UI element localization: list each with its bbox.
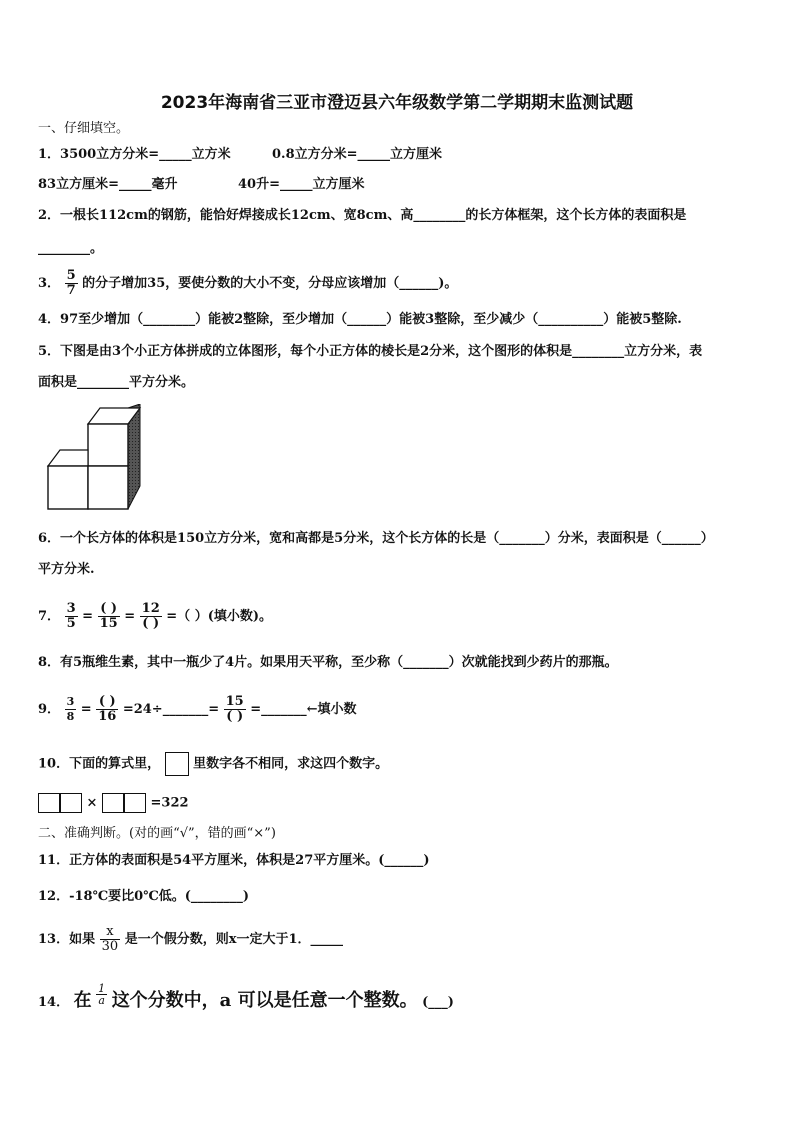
digit-box-1[interactable] [38,793,60,813]
q9-tail: =_______←填小数 [250,702,357,717]
q7-tail: =（ ）(填小数)。 [166,609,273,624]
q9 [38,690,357,730]
q10-legend-box [165,752,189,776]
q9-f2-den: 16 [98,709,117,724]
q3-number: 3． [38,276,61,291]
q13-prefix: 13．如果 [38,932,96,947]
q14-before: 在 [73,990,92,1011]
q7-eq-2: = [124,609,136,624]
cube-lower-right [88,466,128,509]
cube-upper [88,424,128,466]
q10-equation [38,793,189,813]
q10-result: =322 [150,795,189,811]
q5-line1: 5．下图是由3个小正方体拼成的立体图形，每个小正方体的棱长是2分米，这个图形的体积是________立方分米，表 [38,344,703,359]
q10-after: 里数字各不相同，求这四个数字。 [193,756,389,772]
q1-part-a: 1．3500立方分米=_____立方米 [38,147,231,162]
q3-text: 的分子增加35，要使分数的大小不变，分母应该增加（______)。 [82,276,458,291]
q9-fraction-1 [65,695,77,724]
q6-line2: 平方分米. [38,562,95,577]
q1-part-d: 40升=_____立方厘米 [238,177,365,192]
q9-mid: =24÷_______= [122,702,220,717]
q7-number: 7． [38,609,61,624]
q7-fraction-3 [140,602,162,631]
q14-frac-den: a [98,994,105,1007]
q13-frac-num: x [100,925,121,940]
q9-eq: = [80,702,92,717]
q10 [38,752,388,777]
q9-f1-den: 8 [66,710,75,723]
cube-lower-left [48,466,88,509]
q7-fraction-2 [98,602,120,631]
cube-figure [44,404,144,514]
q1-part-c: 83立方厘米=_____毫升 [38,177,178,192]
q9-f2-num: ( ) [96,695,118,710]
q7-f3-den: ( ) [142,616,160,631]
q7 [38,597,272,637]
q14-blank: (___) [422,995,454,1010]
digit-box-2[interactable] [60,793,82,813]
q4: 4．97至少增加（________）能被2整除，至少增加（______）能被3整除，至少减少（__________）能被5整除. [38,312,682,327]
page-title: 2023年海南省三亚市澄迈县六年级数学第二学期期末监测试题 [160,93,634,113]
q9-f1-num: 3 [66,695,75,708]
q3 [38,266,457,302]
q9-number: 9． [38,702,61,717]
digit-box-3[interactable] [102,793,124,813]
q1-part-b: 0.8立方分米=_____立方厘米 [272,147,443,162]
section-heading-fill: 一、仔细填空。 [38,121,130,136]
q7-eq-1: = [82,609,94,624]
times-sign: × [86,795,98,811]
q3-frac-den: 7 [66,283,76,298]
q2-line2: ________。 [38,241,104,256]
q13-tail: 是一个假分数，则x一定大于1．_____ [124,932,343,947]
q13 [38,922,343,958]
q11: 11．正方体的表面积是54平方厘米，体积是27平方厘米。(______) [38,853,430,868]
q9-f3-num: 15 [225,694,244,709]
q7-f3-num: 12 [141,601,160,616]
q7-f2-num: ( ) [98,602,120,617]
q14 [38,982,454,1018]
q7-f1-den: 5 [66,616,76,631]
q7-f1-num: 3 [66,601,76,616]
q6-line1: 6．一个长方体的体积是150立方分米，宽和高都是5分米，这个长方体的长是（_______）分米，表面积是（______） [38,531,714,546]
q8: 8．有5瓶维生素，其中一瓶少了4片。如果用天平称，至少称（_______）次就能找到少药片的那瓶。 [38,655,618,670]
q14-frac-num: 1 [98,982,106,995]
q2-line1: 2．一根长112cm的钢筋，能恰好焊接成长12cm、宽8cm、高________的长方体框架，这个长方体的表面积是 [38,208,687,223]
q14-number: 14． [38,995,70,1010]
q14-after: 这个分数中，a 可以是任意一个整数。 [111,990,418,1011]
q10-before: 10．下面的算式里， [38,756,161,772]
q9-fraction-2 [96,695,118,724]
q7-fraction-1 [65,602,78,631]
q13-frac-den: 30 [101,939,119,954]
q13-fraction [100,925,121,954]
digit-box-4[interactable] [124,793,146,813]
q9-fraction-3 [224,695,246,724]
q3-fraction [65,269,78,298]
q9-f3-den: ( ) [226,709,244,724]
section-heading-judge: 二、准确判断。(对的画“√”，错的画“×”) [38,826,276,841]
q5-line2: 面积是________平方分米。 [38,375,195,390]
q3-frac-num: 5 [66,268,76,283]
q12: 12．-18℃要比0℃低。(________) [38,889,250,904]
q14-fraction [96,983,107,1006]
q7-f2-den: 15 [99,616,118,631]
cube-left-top [48,450,88,466]
